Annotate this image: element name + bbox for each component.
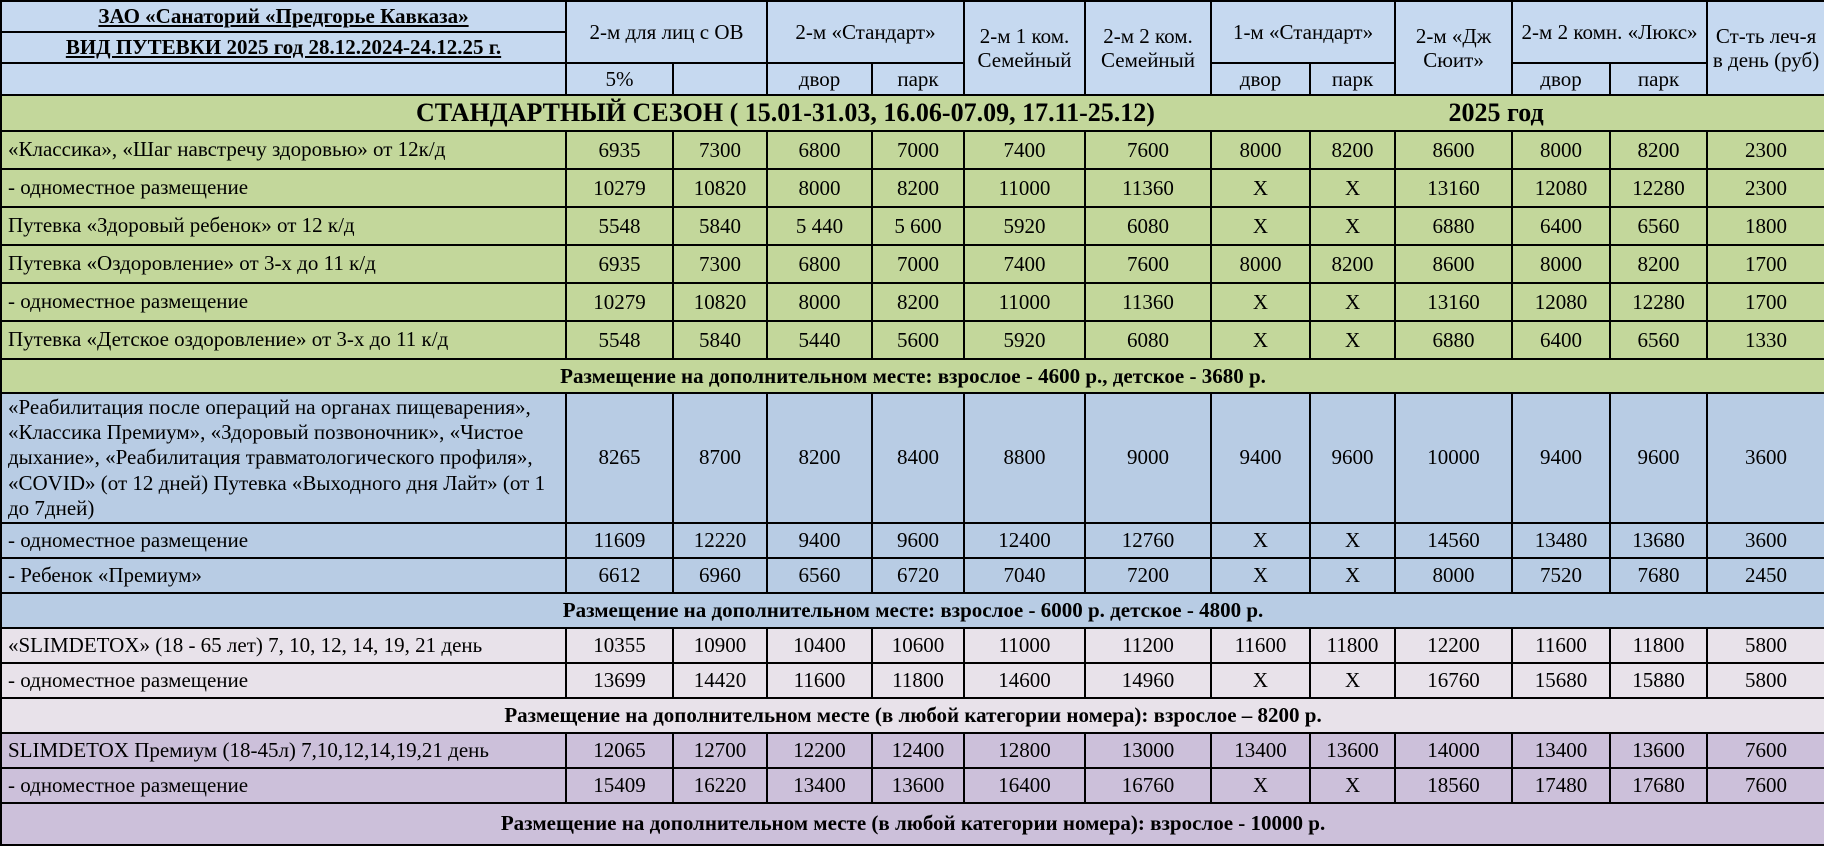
price-cell: 10600 [872, 628, 964, 663]
price-cell: 11360 [1085, 283, 1211, 321]
extra-bed-note: Размещение на дополнительном месте (в любой категории номера): взрослое - 10000 р. [1, 803, 1824, 845]
price-cell: 6400 [1512, 207, 1610, 245]
section-separator-row [1, 359, 1824, 393]
price-cell: 7000 [872, 131, 964, 169]
price-cell: 5548 [566, 321, 673, 359]
subcol-park: парк [1610, 63, 1707, 95]
price-cell: 7520 [1512, 558, 1610, 593]
price-cell: 9400 [1211, 393, 1310, 523]
price-cell: Х [1310, 169, 1395, 207]
price-cell: Х [1310, 523, 1395, 558]
voucher-type-title: ВИД ПУТЕВКИ 2025 год 28.12.2024-24.12.25 г. [1, 32, 566, 63]
price-cell: 8200 [1610, 131, 1707, 169]
price-cell: 7400 [964, 131, 1085, 169]
price-cell: 2300 [1707, 169, 1824, 207]
table-row [1, 523, 1824, 558]
price-cell: 11200 [1085, 628, 1211, 663]
price-cell: 7000 [872, 245, 964, 283]
price-cell: 12400 [872, 733, 964, 768]
price-cell: 16400 [964, 768, 1085, 803]
price-cell: 7680 [1610, 558, 1707, 593]
table-row [1, 768, 1824, 803]
price-cell: Х [1310, 663, 1395, 698]
price-cell: 7600 [1707, 733, 1824, 768]
price-cell: 14600 [964, 663, 1085, 698]
price-cell: 6612 [566, 558, 673, 593]
price-cell: Х [1211, 663, 1310, 698]
price-cell: 15409 [566, 768, 673, 803]
price-cell: 10400 [767, 628, 872, 663]
price-cell: Х [1211, 558, 1310, 593]
price-cell: 13600 [1610, 733, 1707, 768]
row-label: - одноместное размещение [1, 663, 566, 698]
price-cell: 8000 [767, 169, 872, 207]
price-cell: 6880 [1395, 321, 1512, 359]
price-cell: 8700 [673, 393, 767, 523]
price-cell: 7300 [673, 131, 767, 169]
price-cell: 11609 [566, 523, 673, 558]
price-cell: 9600 [872, 523, 964, 558]
price-cell: 9600 [1310, 393, 1395, 523]
price-cell: 7200 [1085, 558, 1211, 593]
row-label: Путевка «Оздоровление» от 3-х до 11 к/д [1, 245, 566, 283]
price-cell: 5840 [673, 321, 767, 359]
price-cell: 6800 [767, 131, 872, 169]
price-cell: Х [1211, 169, 1310, 207]
col-group-junior-suite: 2-м «Дж Сюит» [1395, 1, 1512, 95]
price-cell: 7600 [1085, 131, 1211, 169]
price-cell: 11000 [964, 169, 1085, 207]
price-cell: 7040 [964, 558, 1085, 593]
price-cell: 6080 [1085, 207, 1211, 245]
year-label: 2025 год [1448, 98, 1544, 127]
price-cell: 9600 [1610, 393, 1707, 523]
price-cell: 8400 [872, 393, 964, 523]
price-cell: 13699 [566, 663, 673, 698]
subcol-ov-blank [673, 63, 767, 95]
price-cell: Х [1211, 523, 1310, 558]
price-cell: 17680 [1610, 768, 1707, 803]
price-cell: 8200 [1310, 245, 1395, 283]
price-cell: 9000 [1085, 393, 1211, 523]
price-cell: 10820 [673, 169, 767, 207]
price-cell: 15680 [1512, 663, 1610, 698]
row-label: SLIMDETOX Премиум (18-45л) 7,10,12,14,19,21 день [1, 733, 566, 768]
row-label: - одноместное размещение [1, 283, 566, 321]
price-cell: Х [1211, 768, 1310, 803]
price-cell: 7600 [1085, 245, 1211, 283]
price-cell: 11360 [1085, 169, 1211, 207]
subcol-dvor: двор [1512, 63, 1610, 95]
price-cell: 5800 [1707, 628, 1824, 663]
price-cell: 8200 [872, 169, 964, 207]
price-cell: 8000 [767, 283, 872, 321]
price-cell: Х [1310, 207, 1395, 245]
extra-bed-note: Размещение на дополнительном месте: взрослое - 6000 р. детское - 4800 р. [1, 593, 1824, 628]
price-cell: 6560 [1610, 207, 1707, 245]
price-cell: 12800 [964, 733, 1085, 768]
price-cell: Х [1310, 768, 1395, 803]
price-cell: 12760 [1085, 523, 1211, 558]
price-cell: 8000 [1211, 245, 1310, 283]
row-label: - одноместное размещение [1, 523, 566, 558]
col-group-family-1k: 2-м 1 ком. Семейный [964, 1, 1085, 95]
price-cell: 2300 [1707, 131, 1824, 169]
price-cell: 16220 [673, 768, 767, 803]
price-cell: 17480 [1512, 768, 1610, 803]
table-row [1, 321, 1824, 359]
price-cell: 9400 [1512, 393, 1610, 523]
price-cell: 6960 [673, 558, 767, 593]
price-cell: 13600 [872, 768, 964, 803]
price-cell: 14560 [1395, 523, 1512, 558]
row-label: - одноместное размещение [1, 768, 566, 803]
price-cell: 16760 [1395, 663, 1512, 698]
price-cell: 13160 [1395, 169, 1512, 207]
price-cell: 11600 [1211, 628, 1310, 663]
price-cell: 14000 [1395, 733, 1512, 768]
price-cell: 11600 [767, 663, 872, 698]
price-cell: 10279 [566, 169, 673, 207]
col-group-standart-1m: 1-м «Стандарт» [1211, 1, 1395, 63]
price-cell: 12220 [673, 523, 767, 558]
price-cell: 12200 [767, 733, 872, 768]
price-cell: 9400 [767, 523, 872, 558]
row-label: «Классика», «Шаг навстречу здоровью» от 12к/д [1, 131, 566, 169]
price-cell: 18560 [1395, 768, 1512, 803]
price-cell: 11000 [964, 628, 1085, 663]
price-cell: 6560 [767, 558, 872, 593]
price-cell: 5800 [1707, 663, 1824, 698]
price-cell: 12280 [1610, 169, 1707, 207]
price-cell: 8200 [1610, 245, 1707, 283]
col-group-ov: 2-м для лиц с ОВ [566, 1, 767, 63]
price-cell: 5920 [964, 321, 1085, 359]
price-cell: 5600 [872, 321, 964, 359]
col-group-lux: 2-м 2 комн. «Люкс» [1512, 1, 1707, 63]
price-cell: Х [1211, 321, 1310, 359]
table-row [1, 733, 1824, 768]
price-cell: 11800 [1310, 628, 1395, 663]
price-cell: 10820 [673, 283, 767, 321]
subcol-park: парк [872, 63, 964, 95]
price-cell: 13680 [1610, 523, 1707, 558]
price-cell: 11000 [964, 283, 1085, 321]
price-cell: 15880 [1610, 663, 1707, 698]
row-label: - Ребенок «Премиум» [1, 558, 566, 593]
price-cell: 10900 [673, 628, 767, 663]
price-cell: 10355 [566, 628, 673, 663]
price-cell: 7300 [673, 245, 767, 283]
price-cell: 8200 [1310, 131, 1395, 169]
price-cell: 1800 [1707, 207, 1824, 245]
price-cell: 12400 [964, 523, 1085, 558]
price-cell: 8600 [1395, 131, 1512, 169]
empty-header-cell [1, 63, 566, 95]
price-cell: Х [1310, 321, 1395, 359]
price-cell: 1700 [1707, 283, 1824, 321]
row-label: «Реабилитация после операций на органах пищеварения», «Классика Премиум», «Здоровый позвоночник», «Чистое дыхание», «Реабилитация травматологического профиля», «COVID» (от 12 дней) Путевка «Выходного дня Лайт» (от 1 до 7дней) [1, 393, 566, 523]
col-group-family-2k: 2-м 2 ком. Семейный [1085, 1, 1211, 95]
price-cell: 11800 [872, 663, 964, 698]
price-cell: 6800 [767, 245, 872, 283]
price-cell: 14960 [1085, 663, 1211, 698]
price-cell: 8000 [1512, 245, 1610, 283]
price-cell: 6080 [1085, 321, 1211, 359]
price-cell: 13400 [1512, 733, 1610, 768]
subcol-5-percent: 5% [566, 63, 673, 95]
price-cell: 5548 [566, 207, 673, 245]
price-cell: 7400 [964, 245, 1085, 283]
price-cell: 8600 [1395, 245, 1512, 283]
price-cell: 6935 [566, 131, 673, 169]
price-cell: 13400 [1211, 733, 1310, 768]
price-cell: 8265 [566, 393, 673, 523]
col-group-treatment-cost: Ст-ть леч-я в день (руб) [1707, 1, 1824, 95]
price-cell: 12200 [1395, 628, 1512, 663]
row-label: Путевка «Детское оздоровление» от 3-х до 11 к/д [1, 321, 566, 359]
price-cell: 5440 [767, 321, 872, 359]
price-cell: 5840 [673, 207, 767, 245]
price-cell: 14420 [673, 663, 767, 698]
table-row [1, 393, 1824, 523]
table-row [1, 558, 1824, 593]
price-cell: Х [1310, 558, 1395, 593]
table-row [1, 169, 1824, 207]
price-cell: 7600 [1707, 768, 1824, 803]
price-cell: 6880 [1395, 207, 1512, 245]
price-cell: 11600 [1512, 628, 1610, 663]
org-title: ЗАО «Санаторий «Предгорье Кавказа» [1, 1, 566, 32]
price-cell: Х [1211, 207, 1310, 245]
price-cell: 5920 [964, 207, 1085, 245]
price-cell: 6400 [1512, 321, 1610, 359]
price-cell: 12280 [1610, 283, 1707, 321]
price-cell: 13000 [1085, 733, 1211, 768]
price-cell: 5 440 [767, 207, 872, 245]
price-cell: 1330 [1707, 321, 1824, 359]
extra-bed-note: Размещение на дополнительном месте (в любой категории номера): взрослое – 8200 р. [1, 698, 1824, 733]
price-cell: 11800 [1610, 628, 1707, 663]
subcol-dvor: двор [1211, 63, 1310, 95]
price-cell: 13480 [1512, 523, 1610, 558]
table-row [1, 131, 1824, 169]
table-row [1, 628, 1824, 663]
price-cell: 6935 [566, 245, 673, 283]
price-cell: Х [1211, 283, 1310, 321]
extra-bed-note: Размещение на дополнительном месте: взрослое - 4600 р., детское - 3680 р. [1, 359, 1824, 393]
table-row [1, 663, 1824, 698]
price-cell: 13400 [767, 768, 872, 803]
price-cell: 8200 [872, 283, 964, 321]
price-cell: 1700 [1707, 245, 1824, 283]
price-cell: 13600 [1310, 733, 1395, 768]
table-row [1, 283, 1824, 321]
table-row [1, 207, 1824, 245]
price-cell: 13160 [1395, 283, 1512, 321]
price-cell: 8200 [767, 393, 872, 523]
price-cell: 12700 [673, 733, 767, 768]
price-cell: Х [1310, 283, 1395, 321]
price-cell: 12065 [566, 733, 673, 768]
section-separator-row [1, 803, 1824, 845]
price-cell: 10279 [566, 283, 673, 321]
row-label: - одноместное размещение [1, 169, 566, 207]
table-row [1, 245, 1824, 283]
price-cell: 8000 [1512, 131, 1610, 169]
subcol-park: парк [1310, 63, 1395, 95]
subcol-dvor: двор [767, 63, 872, 95]
price-cell: 12080 [1512, 169, 1610, 207]
col-group-standart-2m: 2-м «Стандарт» [767, 1, 964, 63]
price-cell: 3600 [1707, 523, 1824, 558]
price-cell: 6560 [1610, 321, 1707, 359]
price-cell: 12080 [1512, 283, 1610, 321]
row-label: Путевка «Здоровый ребенок» от 12 к/д [1, 207, 566, 245]
price-cell: 16760 [1085, 768, 1211, 803]
season-title: СТАНДАРТНЫЙ СЕЗОН ( 15.01-31.03, 16.06-07.09, 17.11-25.12) [415, 98, 1155, 127]
price-cell: 6720 [872, 558, 964, 593]
section-separator-row [1, 593, 1824, 628]
row-label: «SLIMDETOX» (18 - 65 лет) 7, 10, 12, 14, 19, 21 день [1, 628, 566, 663]
price-cell: 3600 [1707, 393, 1824, 523]
price-cell: 8000 [1395, 558, 1512, 593]
price-cell: 5 600 [872, 207, 964, 245]
price-cell: 2450 [1707, 558, 1824, 593]
section-separator-row [1, 698, 1824, 733]
price-cell: 8000 [1211, 131, 1310, 169]
price-cell: 8800 [964, 393, 1085, 523]
price-cell: 10000 [1395, 393, 1512, 523]
season-banner [1, 95, 1824, 131]
